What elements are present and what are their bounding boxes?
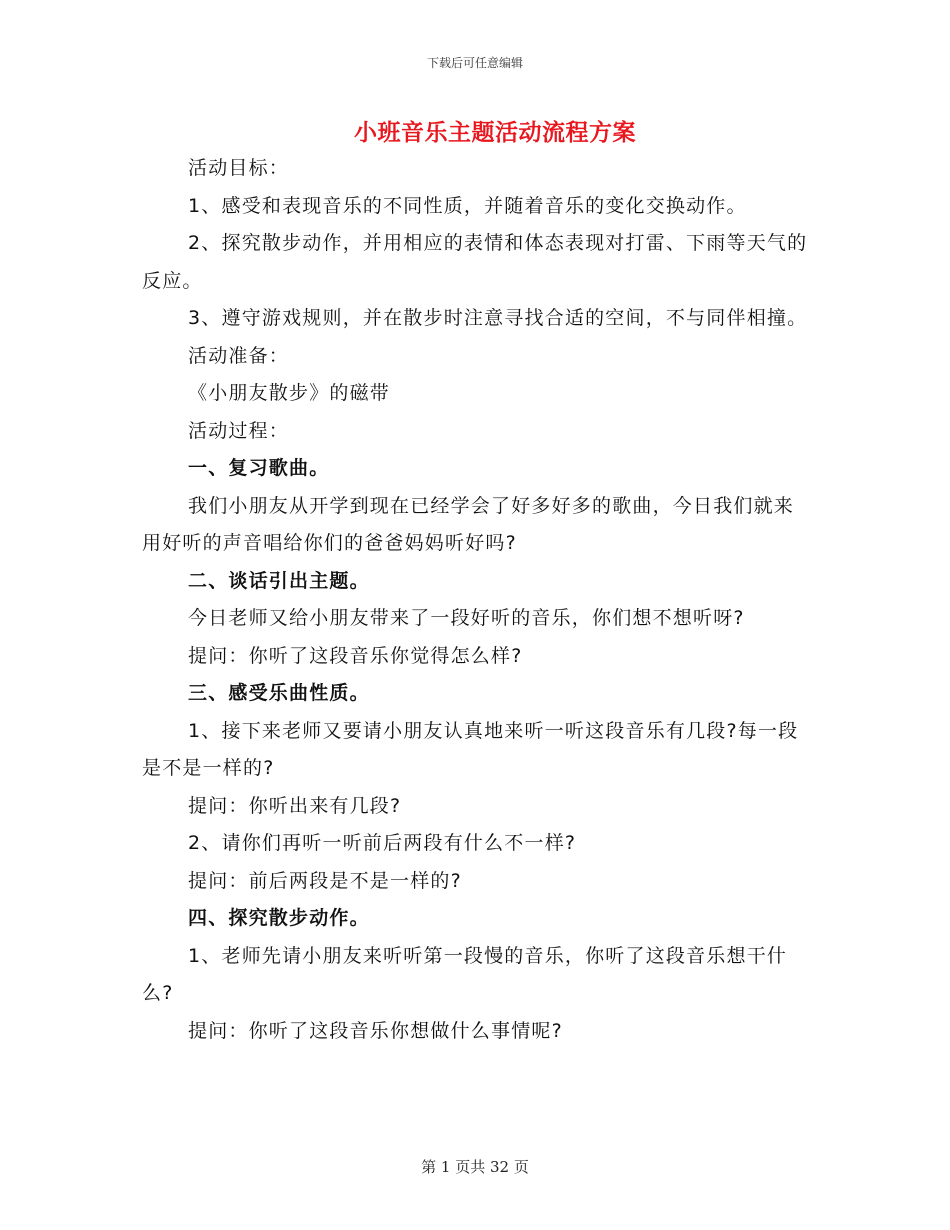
document-body [142, 150, 810, 1050]
paragraph: 今日老师又给小朋友带来了一段好听的音乐，你们想不想听呀? [188, 607, 745, 629]
paragraph: 1、接下来老师又要请小朋友认真地来听一听这段音乐有几段?每一段是不是一样的? [142, 719, 799, 779]
paragraph: 2、请你们再听一听前后两段有什么不一样? [188, 832, 577, 854]
paragraph: 提问：你听出来有几段? [188, 794, 402, 817]
page-footer: 第 1 页共 32 页 [421, 1158, 529, 1176]
section-heading: 四、探究散步动作。 [188, 907, 370, 929]
header-note: 下载后可任意编辑 [426, 56, 523, 70]
paragraph: 《小朋友散步》的磁带 [188, 382, 391, 404]
paragraph: 提问：前后两段是不是一样的? [188, 869, 462, 892]
paragraph: 我们小朋友从开学到现在已经学会了好多好多的歌曲，今日我们就来用好听的声音唱给你们的爸爸妈妈听好吗? [142, 494, 795, 554]
paragraph: 1、感受和表现音乐的不同性质，并随着音乐的变化交换动作。 [188, 194, 747, 217]
paragraph: 2、探究散步动作，并用相应的表情和体态表现对打雷、下雨等天气的反应。 [142, 232, 808, 292]
section-heading: 一、复习歌曲。 [188, 457, 330, 479]
paragraph: 活动目标： [188, 157, 290, 179]
paragraph: 活动准备： [188, 344, 290, 367]
section-heading: 三、感受乐曲性质。 [188, 682, 370, 704]
paragraph: 1、老师先请小朋友来听听第一段慢的音乐，你听了这段音乐想干什么? [142, 944, 788, 1004]
document-title: 小班音乐主题活动流程方案 [354, 120, 636, 146]
paragraph: 活动过程： [188, 419, 290, 442]
paragraph: 提问：你听了这段音乐你觉得怎么样? [188, 644, 523, 667]
paragraph: 3、遵守游戏规则，并在散步时注意寻找合适的空间，不与同伴相撞。 [188, 307, 808, 329]
section-heading: 二、谈话引出主题。 [188, 569, 370, 592]
paragraph: 提问：你听了这段音乐你想做什么事情呢? [188, 1019, 563, 1042]
